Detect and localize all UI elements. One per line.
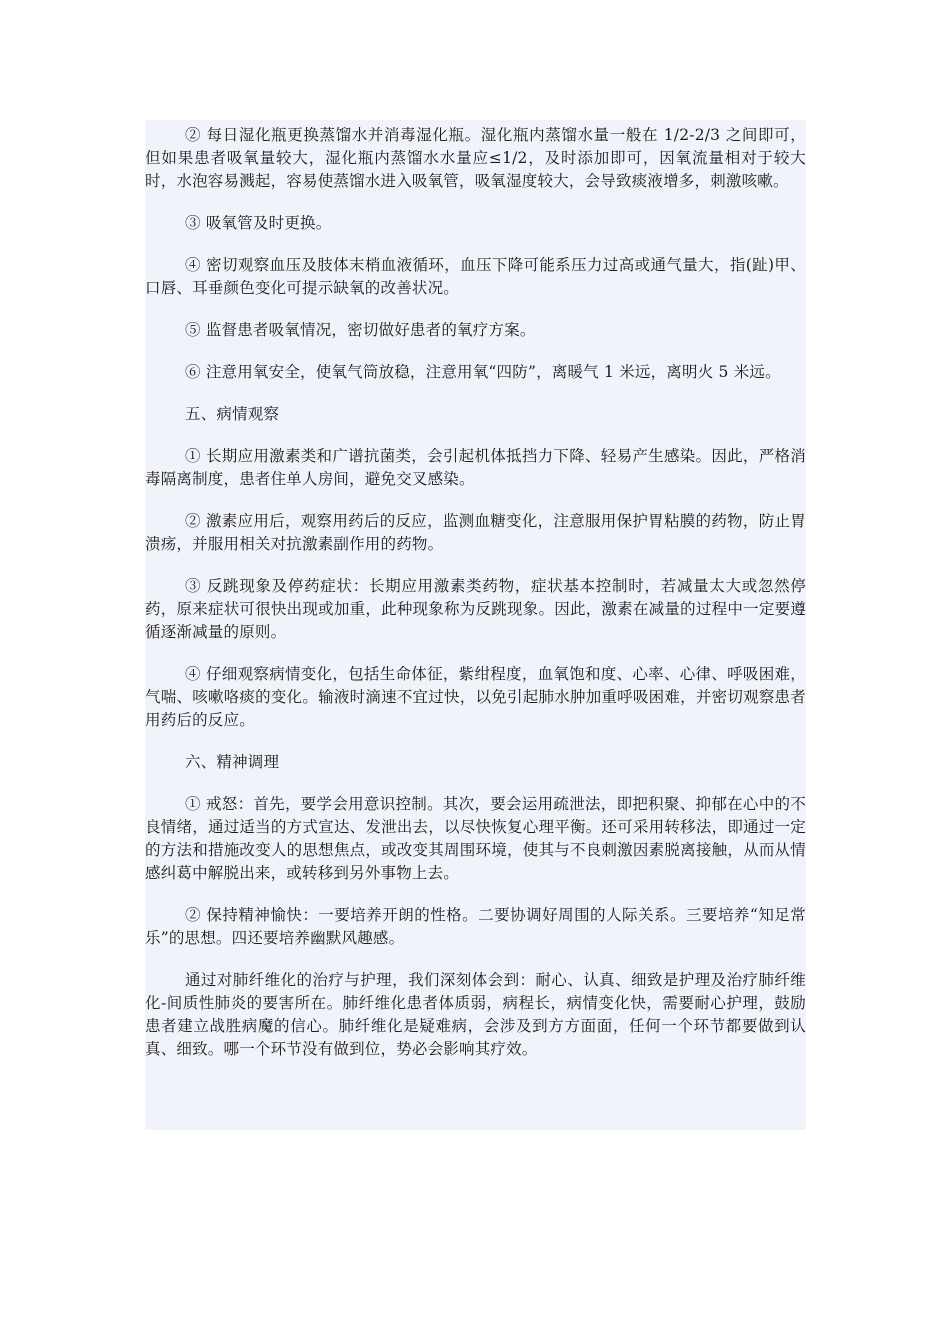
paragraph-condition-changes: ④ 仔细观察病情变化，包括生命体征，紫绀程度，血氧饱和度、心率、心律、呼吸困难，气喘、咳嗽咯痰的变化。输液时滴速不宜过快，以免引起肺水肿加重呼吸困难，并密切观察患者用药后的反应。 (145, 665, 806, 729)
section-heading-observation: 五、病情观察 (185, 405, 280, 423)
paragraph-rebound: ③ 反跳现象及停药症状：长期应用激素类药物，症状基本控制时，若减量太大或忽然停药，原来症状可很快出现或加重，此种现象称为反跳现象。因此，激素在减量的过程中一定要遵循逐渐减量的原则。 (145, 577, 806, 641)
paragraph-conclusion: 通过对肺纤维化的治疗与护理，我们深刻体会到：耐心、认真、细致是护理及治疗肺纤维化-间质性肺炎的要害所在。肺纤维化患者体质弱，病程长，病情变化快，需要耐心护理，鼓励患者建立战胜病魔的信心。肺纤维化是疑难病，会涉及到方方面面，任何一个环节都要做到认真、细致。哪一个环节没有做到位，势必会影响其疗效。 (145, 971, 806, 1058)
paragraph-supervise-oxygen: ⑤ 监督患者吸氧情况，密切做好患者的氧疗方案。 (185, 321, 536, 339)
paragraph-anger: ① 戒怒：首先，要学会用意识控制。其次，要会运用疏泄法，即把积聚、抑郁在心中的不良情绪，通过适当的方式宣达、发泄出去，以尽快恢复心理平衡。还可采用转移法，即通过一定的方法和措施改变人的思想焦点，或改变其周围环境，使其与不良刺激因素脱离接触，从而从情感纠葛中解脱出来，或转移到另外事物上去。 (145, 795, 806, 882)
paragraph-infection: ① 长期应用激素类和广谱抗菌类，会引起机体抵挡力下降、轻易产生感染。因此，严格消毒隔离制度，患者住单人房间，避免交叉感染。 (145, 447, 806, 488)
paragraph-hormone-reaction: ② 激素应用后，观察用药后的反应，监测血糖变化，注意服用保护胃粘膜的药物，防止胃溃疡，并服用相关对抗激素副作用的药物。 (145, 512, 806, 553)
document-body (145, 120, 806, 1130)
section-heading-mental: 六、精神调理 (185, 753, 280, 771)
paragraph-humidifier: ② 每日湿化瓶更换蒸馏水并消毒湿化瓶。湿化瓶内蒸馏水量一般在 1/2-2/3 之间即可，但如果患者吸氧量较大，湿化瓶内蒸馏水水量应≤1/2，及时添加即可，因氧流量相对于较大时，水泡容易溅起，容易使蒸馏水进入吸氧管，吸氧湿度较大，会导致痰液增多，刺激咳嗽。 (145, 126, 806, 190)
paragraph-oxygen-tube: ③ 吸氧管及时更换。 (185, 214, 332, 232)
paragraph-happiness: ② 保持精神愉快：一要培养开朗的性格。二要协调好周围的人际关系。三要培养“知足常乐”的思想。四还要培养幽默风趣感。 (145, 906, 806, 947)
paragraph-oxygen-safety: ⑥ 注意用氧安全，使氧气筒放稳，注意用氧“四防”，离暖气 1 米远，离明火 5 米远。 (185, 363, 781, 381)
paragraph-blood-pressure: ④ 密切观察血压及肢体末梢血液循环，血压下降可能系压力过高或通气量大，指(趾)甲、口唇、耳垂颜色变化可提示缺氧的改善状况。 (145, 256, 806, 297)
